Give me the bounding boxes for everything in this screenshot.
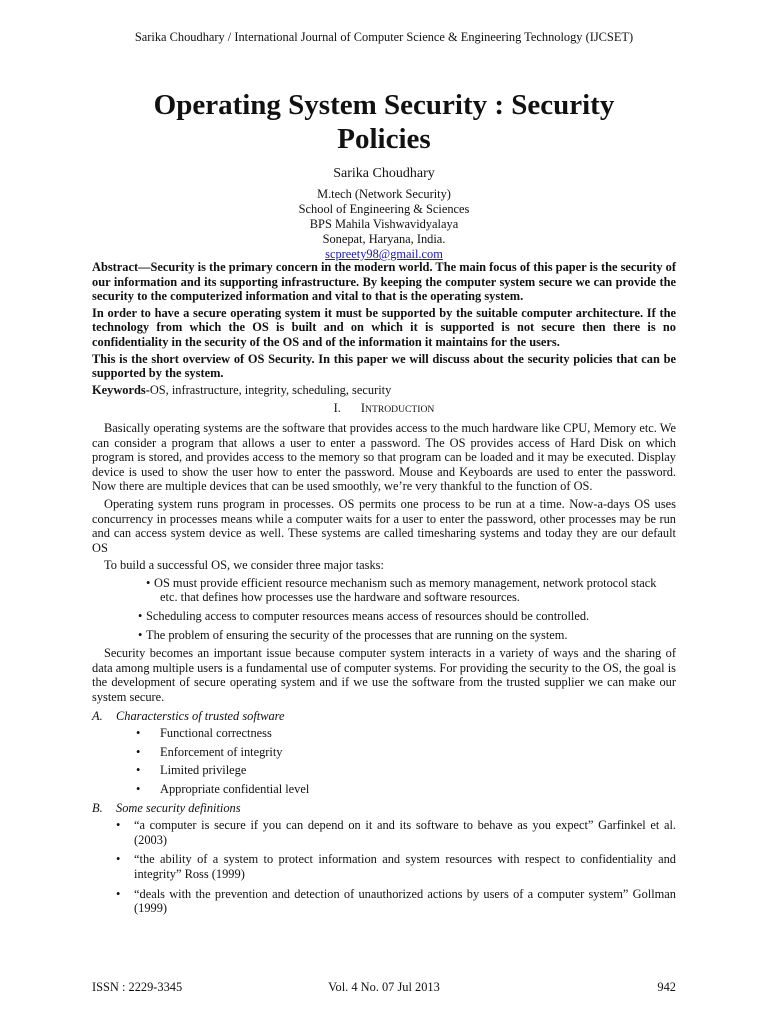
paper-body: [92, 260, 676, 921]
author-degree: M.tech (Network Security): [317, 187, 451, 201]
paper-title-line2: Policies: [337, 123, 431, 155]
bullet-icon: •: [138, 627, 143, 642]
paper-title: [0, 88, 768, 156]
keywords-label: Keywords-: [92, 382, 150, 397]
keywords-text: OS, infrastructure, integrity, scheduling, security: [149, 382, 392, 397]
subsection-title: Some security definitions: [116, 800, 241, 815]
subsection-heading-a: [92, 709, 676, 724]
abstract-paragraph-2: In order to have a secure operating system it must be supported by the suitable computer architecture. If the technology from which the OS is built and on which it is supported is not secure then there is no confidentiality in the security of the OS and of the information it maintains for the users.: [92, 305, 676, 349]
author-email-link[interactable]: scpreety98@gmail.com: [325, 247, 443, 261]
bullet-icon: •: [138, 609, 143, 624]
author-university: BPS Mahila Vishwavidyalaya: [309, 217, 459, 231]
bullet-icon: •: [136, 782, 141, 796]
subsection-title: Characterstics of trusted software: [116, 708, 285, 723]
trait-text: Enforcement of integrity: [160, 744, 283, 759]
task-3: The problem of ensuring the security of the processes that are running on the system.: [146, 627, 568, 642]
author-location: Sonepat, Haryana, India.: [322, 232, 446, 246]
list-item: [92, 726, 676, 741]
intro-paragraph-4: Security becomes an important issue because computer system interacts in a variety of ways and the sharing of data among multiple users is a fundamental use of computer systems. For providing the security to the OS, the goal is the development of secure operating system and if we use the software from the trusted supplier we can make our system secure.: [92, 646, 676, 705]
definition-text: “a computer is secure if you can depend on it and its software to behave as you expect” Garfinkel et al. (2003): [134, 818, 676, 847]
author-school: School of Engineering & Sciences: [298, 202, 470, 216]
bullet-icon: •: [136, 763, 141, 778]
footer-volume: Vol. 4 No. 07 Jul 2013: [328, 980, 440, 994]
trusted-software-list: [92, 726, 676, 796]
bullet-icon: •: [136, 726, 141, 741]
bullet-icon: •: [146, 575, 151, 590]
list-item: [92, 782, 676, 797]
list-item: [92, 628, 676, 643]
definition-text: “deals with the prevention and detection of unauthorized actions by users of a computer system” Gollman (1999): [134, 886, 676, 916]
bullet-icon: •: [116, 818, 121, 833]
trait-text: Limited privilege: [160, 763, 247, 778]
abstract: [92, 260, 676, 381]
section-title-rest: NTRODUCTION: [365, 404, 435, 416]
list-item: [92, 609, 676, 624]
running-header: Sarika Choudhary / International Journal of Computer Science & Engineering Technology (IJCSET): [134, 30, 634, 44]
bullet-icon: •: [136, 744, 141, 759]
trait-text: Functional correctness: [160, 726, 272, 741]
definition-text: “the ability of a system to protect information and system resources with respect to confidentiality and integrity” Ross (1999): [134, 852, 676, 881]
task-2: Scheduling access to computer resources means access of resources should be controlled.: [146, 609, 590, 624]
intro-paragraph-1: Basically operating systems are the software that provides access to the much hardware like CPU, Memory etc. We can consider a program that allows a user to enter a password. The OS provides access of Hard Disk on which program is stored, and provides access to the memory so that program can be loaded and it may be executed. Display device is used to show the user how to enter the password. Mouse and Keyboards are used to enter the password. Now there are multiple devices that can be used smoothly, we’re very thankful to the function of OS.: [92, 420, 676, 494]
intro-paragraph-3: To build a successful OS, we consider three major tasks:: [104, 558, 384, 573]
list-item: [92, 745, 676, 760]
security-definitions-list: [92, 818, 676, 916]
list-item: [92, 852, 676, 881]
list-item: [92, 887, 676, 916]
keywords: [92, 383, 676, 398]
subsection-heading-b: [92, 801, 676, 816]
task-1-line2: etc. that defines how processes use the hardware and software resources.: [160, 590, 520, 605]
abstract-paragraph-1: Abstract—Security is the primary concern in the modern world. The main focus of this paper is the security of our information and its supporting infrastructure. By keeping the computer system secure we can provide the security to the computerized information and vital to that is the operating system.: [92, 260, 676, 304]
section-title-initial: I: [360, 401, 366, 416]
footer-page-number: 942: [657, 980, 676, 994]
list-item: [92, 576, 676, 605]
task-1-line1: OS must provide efficient resource mechanism such as memory management, network protocol stack: [154, 575, 657, 590]
title-block: [0, 88, 768, 262]
section-number: I.: [333, 401, 341, 416]
subsection-letter: B.: [92, 800, 103, 815]
tasks-list: [92, 576, 676, 642]
bullet-icon: •: [116, 852, 121, 867]
subsection-letter: A.: [92, 708, 103, 723]
section-heading-introduction: [92, 401, 676, 418]
trait-text: Appropriate confidential level: [160, 782, 310, 796]
abstract-paragraph-3: This is the short overview of OS Security. In this paper we will discuss about the security policies that can be supported by the system.: [92, 351, 676, 381]
list-item: [92, 763, 676, 778]
intro-paragraph-2: Operating system runs program in processes. OS permits one process to be run at a time. Now-a-days OS uses concurrency in processes means while a computer waits for a user to enter the password, other processes may be run and can access system device as well. These systems are called timesharing systems and today they are our default OS: [92, 496, 676, 555]
paper-title-line1: Operating System Security : Security: [153, 89, 615, 121]
bullet-icon: •: [116, 886, 121, 901]
author-name: Sarika Choudhary: [333, 166, 435, 181]
footer-issn: ISSN : 2229-3345: [92, 980, 183, 994]
list-item: [92, 818, 676, 847]
